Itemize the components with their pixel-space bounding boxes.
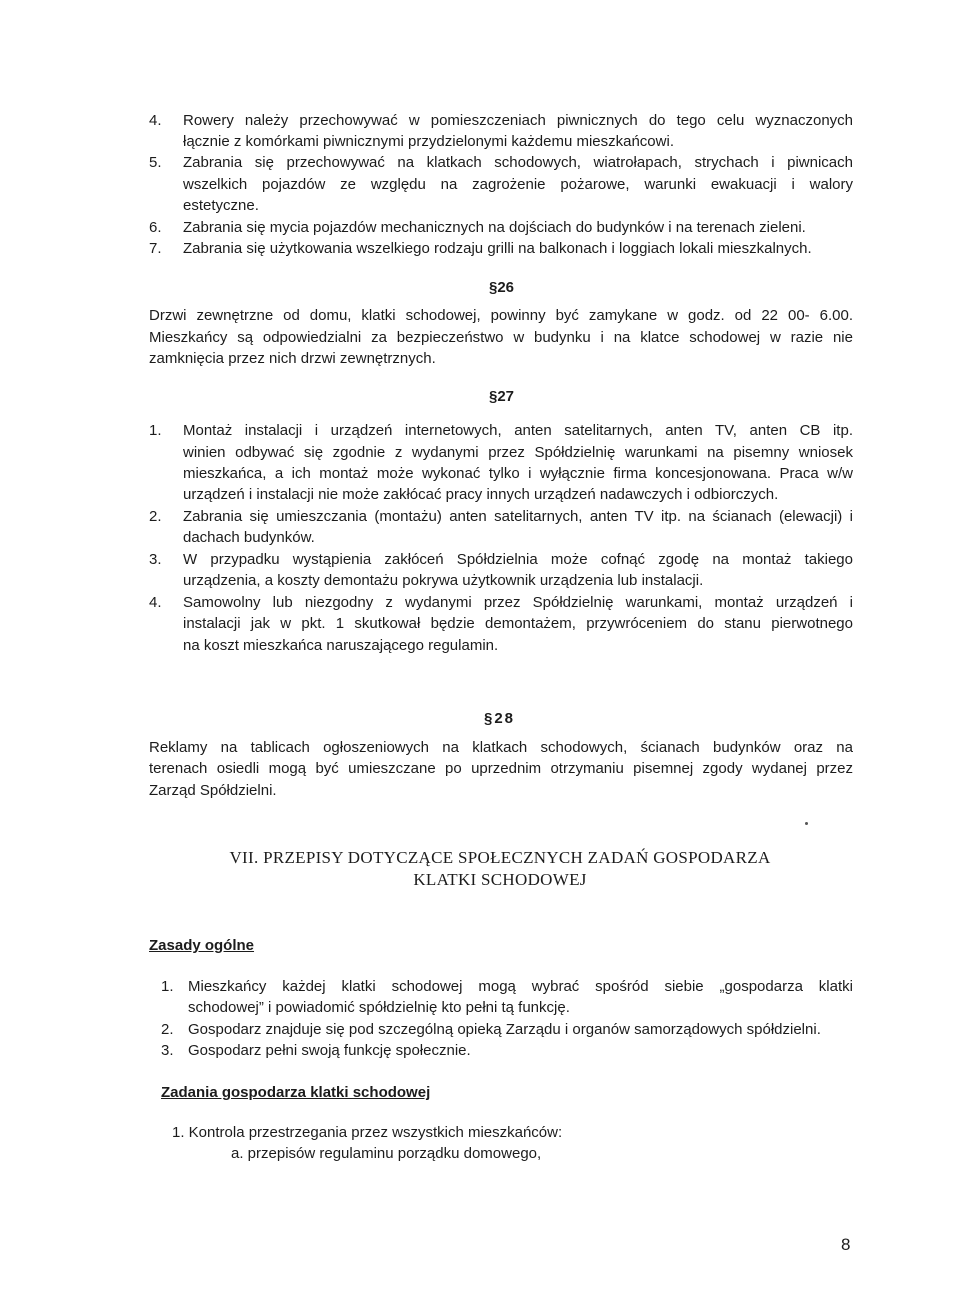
sub-list-item-line: a. przepisów regulaminu porządku domowego, — [231, 1145, 542, 1162]
list-number: 3. — [149, 551, 162, 568]
list-item-line: Montaż instalacji i urządzeń internetowych, anten satelitarnych, anten TV, anten CB itp. — [183, 422, 853, 439]
list-number: 2. — [149, 508, 162, 525]
section-heading: §28 — [484, 710, 516, 727]
section-heading: §26 — [489, 279, 515, 296]
chapter-title-line: VII. PRZEPISY DOTYCZĄCE SPOŁECZNYCH ZADAŃ GOSPODARZA — [229, 848, 771, 867]
scan-speck — [805, 822, 808, 825]
paragraph-line: Drzwi zewnętrzne od domu, klatki schodowej, powinny być zamykane w godz. od 22 00- 6.00. — [149, 307, 853, 324]
list-item-line: W przypadku wystąpienia zakłóceń Spółdzielnia może cofnąć zgodę na montaż takiego — [183, 551, 853, 568]
list-number: 6. — [149, 219, 162, 236]
list-item-line: łącznie z komórkami piwnicznymi przydzielonymi każdemu mieszkańcowi. — [183, 133, 674, 150]
list-item-line: Zabrania się mycia pojazdów mechanicznych na dojściach do budynków i na terenach zieleni. — [183, 219, 806, 236]
list-number: 4. — [149, 112, 162, 129]
section-heading: §27 — [489, 388, 515, 405]
list-item-line: 1. Kontrola przestrzegania przez wszystkich mieszkańców: — [172, 1124, 563, 1141]
list-number: 1. — [161, 978, 174, 995]
subsection-heading: Zadania gospodarza klatki schodowej — [161, 1084, 431, 1101]
list-number: 7. — [149, 240, 162, 257]
paragraph-line: zamknięcia przez nich drzwi zewnętrznych. — [149, 350, 436, 367]
list-item-line: winien odbywać się zgodnie z wydanymi przez Spółdzielnię warunkami na pisemny wniosek — [183, 444, 853, 461]
subsection-heading: Zasady ogólne — [149, 937, 255, 954]
list-item-line: wszelkich pojazdów ze względu na zagrożenie pożarowe, warunki ewakuacji i walory — [183, 176, 853, 193]
list-item-line: Zabrania się przechowywać na klatkach schodowych, wiatrołapach, strychach i piwnicach — [183, 154, 853, 171]
list-item-line: urządzenia, a koszty demontażu pokrywa użytkownik urządzenia lub instalacji. — [183, 572, 704, 589]
list-item-line: urządzeń i instalacji nie może zakłócać pracy innych urządzeń nadawczych i odbiorczych. — [183, 486, 779, 503]
list-item-line: na koszt mieszkańca naruszającego regulamin. — [183, 637, 499, 654]
list-item-line: Rowery należy przechowywać w pomieszczeniach piwnicznych do tego celu wyznaczonych — [183, 112, 853, 129]
paragraph-line: Mieszkańcy są odpowiedzialni za bezpieczeństwo w budynku i na klatce schodowej w razie nie — [149, 329, 853, 346]
paragraph-line: Zarząd Spółdzielni. — [149, 782, 277, 799]
list-item-line: Gospodarz znajduje się pod szczególną opieką Zarządu i organów samorządowych spółdzielni. — [188, 1021, 821, 1038]
list-number: 1. — [149, 422, 162, 439]
list-number: 2. — [161, 1021, 174, 1038]
list-item-line: Samowolny lub niezgodny z wydanymi przez Spółdzielnię warunkami, montaż urządzeń i — [183, 594, 853, 611]
list-item-line: Zabrania się użytkowania wszelkiego rodzaju grilli na balkonach i loggiach lokali mieszkalnych. — [183, 240, 812, 257]
list-item-line: estetyczne. — [183, 197, 259, 214]
list-item-line: schodowej” i powiadomić spółdzielnię kto pełni tą funkcję. — [188, 999, 570, 1016]
page-number: 8 — [841, 1235, 851, 1254]
paragraph-line: terenach osiedli mogą być umieszczane po uprzednim otrzymaniu pisemnej zgody wydanej przez — [149, 760, 853, 777]
list-number: 5. — [149, 154, 162, 171]
paragraph-line: Reklamy na tablicach ogłoszeniowych na klatkach schodowych, ścianach budynków oraz na — [149, 739, 853, 756]
chapter-title-line: KLATKI SCHODOWEJ — [413, 870, 587, 889]
list-item-line: Zabrania się umieszczania (montażu) anten satelitarnych, anten TV itp. na ścianach (elewacji) i — [183, 508, 853, 525]
list-item-line: Mieszkańcy każdej klatki schodowej mogą wybrać spośród siebie „gospodarza klatki — [188, 978, 853, 995]
list-item-line: dachach budynków. — [183, 529, 315, 546]
list-item-line: Gospodarz pełni swoją funkcję społecznie. — [188, 1042, 471, 1059]
list-item-line: mieszkańca, a ich montaż może wykonać tylko i wyłącznie firma koncesjonowana. Praca w/w — [183, 465, 853, 482]
list-item-line: instalacji jak w pkt. 1 skutkował będzie demontażem, przywróceniem do stanu pierwotnego — [183, 615, 853, 632]
list-number: 4. — [149, 594, 162, 611]
list-number: 3. — [161, 1042, 174, 1059]
